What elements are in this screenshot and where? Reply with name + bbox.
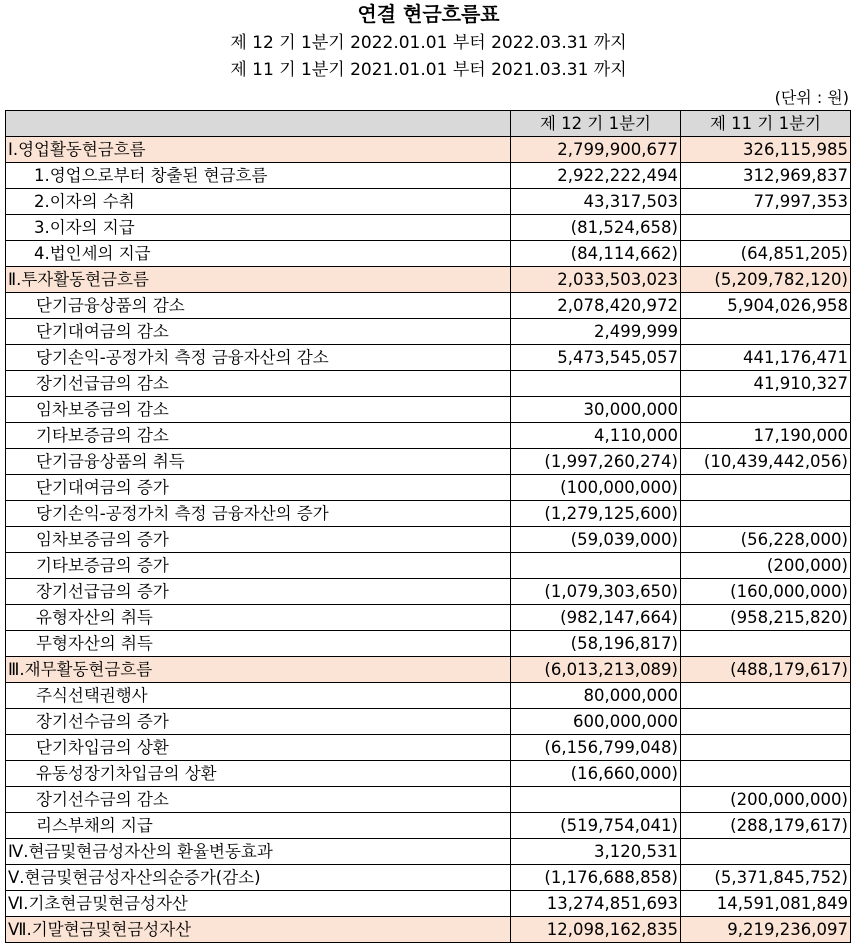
prior-period-amount: (958,215,820)	[681, 605, 851, 631]
current-period-amount: 5,473,545,057	[511, 345, 681, 371]
table-row	[6, 345, 851, 371]
prior-period-amount: (488,179,617)	[681, 657, 851, 683]
table-row	[6, 813, 851, 839]
row-label: Ⅴ.현금및현금성자산의순증가(감소)	[6, 865, 511, 891]
prior-period-amount: 41,910,327	[681, 371, 851, 397]
row-label: 4.법인세의 지급	[6, 241, 511, 267]
period-prior: 제 11 기 1분기 2021.01.01 부터 2021.03.31 까지	[230, 60, 627, 80]
table-row	[6, 709, 851, 735]
current-period-amount: 30,000,000	[511, 397, 681, 423]
prior-period-amount: (64,851,205)	[681, 241, 851, 267]
row-label: Ⅲ.재무활동현금흐름	[6, 657, 511, 683]
row-label: Ⅶ.기말현금및현금성자산	[6, 917, 511, 943]
prior-period-amount	[681, 475, 851, 501]
prior-period-amount: (5,209,782,120)	[681, 267, 851, 293]
current-period-amount: (58,196,817)	[511, 631, 681, 657]
current-period-amount: 43,317,503	[511, 189, 681, 215]
row-label: 기타보증금의 증가	[6, 553, 511, 579]
row-label: 기타보증금의 감소	[6, 423, 511, 449]
row-label: 장기선수금의 증가	[6, 709, 511, 735]
current-period-amount	[511, 371, 681, 397]
current-period-amount: (519,754,041)	[511, 813, 681, 839]
current-period-amount: (100,000,000)	[511, 475, 681, 501]
prior-period-amount: 326,115,985	[681, 137, 851, 163]
prior-period-amount	[681, 319, 851, 345]
prior-period-amount	[681, 683, 851, 709]
prior-period-amount	[681, 761, 851, 787]
table-row	[6, 163, 851, 189]
table-row	[6, 371, 851, 397]
current-period-amount: (16,660,000)	[511, 761, 681, 787]
header-current-period: 제 12 기 1분기	[511, 111, 681, 137]
row-label: 유형자산의 취득	[6, 605, 511, 631]
current-period-amount: 2,922,222,494	[511, 163, 681, 189]
row-label: 주식선택권행사	[6, 683, 511, 709]
current-period-amount: (982,147,664)	[511, 605, 681, 631]
table-row	[6, 605, 851, 631]
row-label: 유동성장기차입금의 상환	[6, 761, 511, 787]
table-row	[6, 397, 851, 423]
section-row	[6, 657, 851, 683]
row-label: 단기금융상품의 취득	[6, 449, 511, 475]
table-row	[6, 215, 851, 241]
prior-period-amount: 9,219,236,097	[681, 917, 851, 943]
prior-period-amount: 312,969,837	[681, 163, 851, 189]
table-row	[6, 631, 851, 657]
current-period-amount: (81,524,658)	[511, 215, 681, 241]
current-period-amount: (84,114,662)	[511, 241, 681, 267]
row-label: 2.이자의 수취	[6, 189, 511, 215]
prior-period-amount: (10,439,442,056)	[681, 449, 851, 475]
table-row	[6, 579, 851, 605]
current-period-amount: 13,274,851,693	[511, 891, 681, 917]
prior-period-amount: (160,000,000)	[681, 579, 851, 605]
prior-period-amount: (200,000,000)	[681, 787, 851, 813]
table-row	[6, 683, 851, 709]
current-period-amount: 2,033,503,023	[511, 267, 681, 293]
row-label: 임차보증금의 증가	[6, 527, 511, 553]
current-period-amount: 600,000,000	[511, 709, 681, 735]
table-row	[6, 735, 851, 761]
table-row	[6, 553, 851, 579]
row-label: Ⅵ.기초현금및현금성자산	[6, 891, 511, 917]
row-label: 당기손익-공정가치 측정 금융자산의 증가	[6, 501, 511, 527]
current-period-amount: (1,176,688,858)	[511, 865, 681, 891]
row-label: 1.영업으로부터 창출된 현금흐름	[6, 163, 511, 189]
row-label: 단기대여금의 증가	[6, 475, 511, 501]
prior-period-amount: (56,228,000)	[681, 527, 851, 553]
current-period-amount	[511, 553, 681, 579]
current-period-amount: (1,079,303,650)	[511, 579, 681, 605]
table-row	[6, 475, 851, 501]
section-row	[6, 267, 851, 293]
table-row	[6, 449, 851, 475]
table-row	[6, 865, 851, 891]
prior-period-amount: 14,591,081,849	[681, 891, 851, 917]
prior-period-amount: 17,190,000	[681, 423, 851, 449]
prior-period-amount: 77,997,353	[681, 189, 851, 215]
prior-period-amount	[681, 631, 851, 657]
row-label: 장기선수금의 감소	[6, 787, 511, 813]
table-header-row	[6, 111, 851, 137]
prior-period-amount	[681, 735, 851, 761]
current-period-amount: 2,499,999	[511, 319, 681, 345]
current-period-amount: (6,013,213,089)	[511, 657, 681, 683]
row-label: 장기선급금의 감소	[6, 371, 511, 397]
current-period-amount: 80,000,000	[511, 683, 681, 709]
table-row	[6, 319, 851, 345]
section-row	[6, 917, 851, 943]
prior-period-amount: (5,371,845,752)	[681, 865, 851, 891]
prior-period-amount	[681, 839, 851, 865]
current-period-amount: 12,098,162,835	[511, 917, 681, 943]
prior-period-amount: (288,179,617)	[681, 813, 851, 839]
current-period-amount: (6,156,799,048)	[511, 735, 681, 761]
current-period-amount: 2,078,420,972	[511, 293, 681, 319]
table-row	[6, 891, 851, 917]
row-label: 단기금융상품의 감소	[6, 293, 511, 319]
row-label: 3.이자의 지급	[6, 215, 511, 241]
prior-period-amount: 441,176,471	[681, 345, 851, 371]
cash-flow-table	[5, 110, 851, 943]
current-period-amount: (1,997,260,274)	[511, 449, 681, 475]
prior-period-amount	[681, 501, 851, 527]
table-row	[6, 527, 851, 553]
section-row	[6, 137, 851, 163]
row-label: Ⅰ.영업활동현금흐름	[6, 137, 511, 163]
current-period-amount: 2,799,900,677	[511, 137, 681, 163]
row-label: 당기손익-공정가치 측정 금융자산의 감소	[6, 345, 511, 371]
current-period-amount: 4,110,000	[511, 423, 681, 449]
row-label: 단기대여금의 감소	[6, 319, 511, 345]
statement-title: 연결 현금흐름표	[357, 2, 500, 26]
header-prior-period: 제 11 기 1분기	[681, 111, 851, 137]
prior-period-amount: (200,000)	[681, 553, 851, 579]
prior-period-amount	[681, 397, 851, 423]
table-row	[6, 761, 851, 787]
row-label: 임차보증금의 감소	[6, 397, 511, 423]
row-label: 무형자산의 취득	[6, 631, 511, 657]
current-period-amount: (1,279,125,600)	[511, 501, 681, 527]
row-label: Ⅳ.현금및현금성자산의 환율변동효과	[6, 839, 511, 865]
table-row	[6, 423, 851, 449]
row-label: 장기선급금의 증가	[6, 579, 511, 605]
current-period-amount: 3,120,531	[511, 839, 681, 865]
current-period-amount	[511, 787, 681, 813]
table-row	[6, 501, 851, 527]
table-row	[6, 293, 851, 319]
table-row	[6, 241, 851, 267]
prior-period-amount: 5,904,026,958	[681, 293, 851, 319]
period-current: 제 12 기 1분기 2022.01.01 부터 2022.03.31 까지	[230, 33, 627, 53]
table-row	[6, 189, 851, 215]
row-label: 단기차입금의 상환	[6, 735, 511, 761]
row-label: 리스부채의 지급	[6, 813, 511, 839]
prior-period-amount	[681, 709, 851, 735]
header-label-col	[6, 111, 511, 137]
row-label: Ⅱ.투자활동현금흐름	[6, 267, 511, 293]
unit-label: (단위 : 원)	[774, 88, 849, 107]
prior-period-amount	[681, 215, 851, 241]
table-row	[6, 839, 851, 865]
current-period-amount: (59,039,000)	[511, 527, 681, 553]
table-row	[6, 787, 851, 813]
